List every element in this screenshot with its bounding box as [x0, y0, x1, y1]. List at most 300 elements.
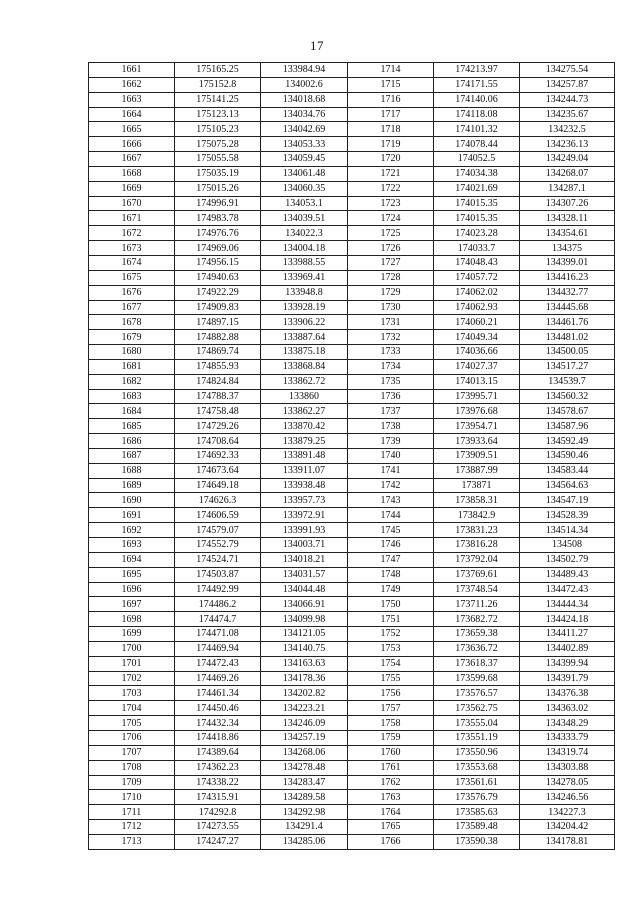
x-coordinate-left: 175152.8	[175, 77, 261, 92]
table-row	[89, 775, 615, 790]
table-row	[89, 300, 615, 315]
x-coordinate-left: 174315.91	[175, 790, 261, 805]
x-coordinate-left: 174708.64	[175, 434, 261, 449]
y-coordinate-right: 134268.07	[520, 166, 615, 181]
y-coordinate-left: 133906.22	[261, 315, 348, 330]
x-coordinate-right: 174118.08	[434, 107, 520, 122]
x-coordinate-left: 174897.15	[175, 315, 261, 330]
x-coordinate-right: 173590.38	[434, 834, 520, 849]
point-number-left: 1683	[89, 389, 175, 404]
y-coordinate-right: 134204.42	[520, 820, 615, 835]
point-number-right: 1751	[348, 612, 434, 627]
point-number-left: 1671	[89, 211, 175, 226]
point-number-right: 1759	[348, 730, 434, 745]
y-coordinate-left: 134140.75	[261, 641, 348, 656]
point-number-right: 1758	[348, 716, 434, 731]
point-number-right: 1740	[348, 448, 434, 463]
x-coordinate-left: 175141.25	[175, 92, 261, 107]
table-row	[89, 834, 615, 849]
x-coordinate-left: 174524.71	[175, 552, 261, 567]
table-row	[89, 92, 615, 107]
x-coordinate-left: 174983.78	[175, 211, 261, 226]
point-number-right: 1732	[348, 330, 434, 345]
x-coordinate-right: 173561.61	[434, 775, 520, 790]
y-coordinate-left: 134223.21	[261, 701, 348, 716]
x-coordinate-right: 173995.71	[434, 389, 520, 404]
point-number-right: 1763	[348, 790, 434, 805]
point-number-right: 1725	[348, 226, 434, 241]
y-coordinate-right: 134354.61	[520, 226, 615, 241]
y-coordinate-right: 134227.3	[520, 805, 615, 820]
y-coordinate-left: 134022.3	[261, 226, 348, 241]
coordinates-table	[88, 62, 615, 850]
y-coordinate-right: 134424.18	[520, 612, 615, 627]
y-coordinate-left: 134121.05	[261, 627, 348, 642]
x-coordinate-right: 174027.37	[434, 359, 520, 374]
table-row	[89, 552, 615, 567]
point-number-left: 1692	[89, 523, 175, 538]
table-row	[89, 656, 615, 671]
table-row	[89, 152, 615, 167]
y-coordinate-left: 134268.06	[261, 745, 348, 760]
point-number-left: 1706	[89, 730, 175, 745]
point-number-right: 1748	[348, 567, 434, 582]
y-coordinate-left: 134018.21	[261, 552, 348, 567]
y-coordinate-right: 134583.44	[520, 463, 615, 478]
x-coordinate-right: 174049.34	[434, 330, 520, 345]
x-coordinate-left: 175055.58	[175, 152, 261, 167]
y-coordinate-left: 134163.63	[261, 656, 348, 671]
x-coordinate-left: 174450.46	[175, 701, 261, 716]
y-coordinate-right: 134578.67	[520, 404, 615, 419]
x-coordinate-left: 174922.29	[175, 285, 261, 300]
x-coordinate-left: 174996.91	[175, 196, 261, 211]
point-number-right: 1719	[348, 137, 434, 152]
x-coordinate-right: 174062.02	[434, 285, 520, 300]
y-coordinate-right: 134445.68	[520, 300, 615, 315]
x-coordinate-left: 174273.55	[175, 820, 261, 835]
table-row	[89, 434, 615, 449]
point-number-right: 1743	[348, 493, 434, 508]
y-coordinate-left: 134060.35	[261, 181, 348, 196]
x-coordinate-left: 175075.28	[175, 137, 261, 152]
table-row	[89, 582, 615, 597]
point-number-left: 1687	[89, 448, 175, 463]
point-number-right: 1745	[348, 523, 434, 538]
y-coordinate-left: 134042.69	[261, 122, 348, 137]
point-number-right: 1735	[348, 374, 434, 389]
y-coordinate-left: 133972.91	[261, 508, 348, 523]
y-coordinate-right: 134278.05	[520, 775, 615, 790]
point-number-right: 1761	[348, 760, 434, 775]
point-number-left: 1700	[89, 641, 175, 656]
y-coordinate-left: 134291.4	[261, 820, 348, 835]
point-number-left: 1698	[89, 612, 175, 627]
x-coordinate-right: 174021.69	[434, 181, 520, 196]
point-number-left: 1668	[89, 166, 175, 181]
table-row	[89, 404, 615, 419]
point-number-right: 1717	[348, 107, 434, 122]
x-coordinate-left: 174579.07	[175, 523, 261, 538]
y-coordinate-right: 134399.94	[520, 656, 615, 671]
y-coordinate-right: 134328.11	[520, 211, 615, 226]
point-number-right: 1729	[348, 285, 434, 300]
y-coordinate-left: 133887.64	[261, 330, 348, 345]
table-row	[89, 107, 615, 122]
table-row	[89, 745, 615, 760]
x-coordinate-left: 174940.63	[175, 270, 261, 285]
point-number-right: 1738	[348, 419, 434, 434]
y-coordinate-right: 134244.73	[520, 92, 615, 107]
table-row	[89, 63, 615, 78]
x-coordinate-right: 173842.9	[434, 508, 520, 523]
table-row	[89, 523, 615, 538]
table-row	[89, 716, 615, 731]
x-coordinate-right: 174171.55	[434, 77, 520, 92]
x-coordinate-left: 174418.86	[175, 730, 261, 745]
x-coordinate-left: 174469.94	[175, 641, 261, 656]
point-number-left: 1701	[89, 656, 175, 671]
table-row	[89, 122, 615, 137]
point-number-right: 1766	[348, 834, 434, 849]
x-coordinate-left: 174432.34	[175, 716, 261, 731]
y-coordinate-left: 133860	[261, 389, 348, 404]
x-coordinate-left: 175015.26	[175, 181, 261, 196]
y-coordinate-right: 134514.34	[520, 523, 615, 538]
x-coordinate-right: 173711.26	[434, 597, 520, 612]
x-coordinate-right: 174033.7	[434, 241, 520, 256]
y-coordinate-left: 134004.18	[261, 241, 348, 256]
x-coordinate-right: 173933.64	[434, 434, 520, 449]
point-number-left: 1711	[89, 805, 175, 820]
point-number-left: 1694	[89, 552, 175, 567]
table-row	[89, 790, 615, 805]
point-number-left: 1696	[89, 582, 175, 597]
x-coordinate-right: 173976.68	[434, 404, 520, 419]
y-coordinate-right: 134411.27	[520, 627, 615, 642]
point-number-right: 1753	[348, 641, 434, 656]
y-coordinate-right: 134560.32	[520, 389, 615, 404]
y-coordinate-left: 133991.93	[261, 523, 348, 538]
y-coordinate-left: 134283.47	[261, 775, 348, 790]
table-row	[89, 701, 615, 716]
x-coordinate-left: 174729.26	[175, 419, 261, 434]
point-number-right: 1764	[348, 805, 434, 820]
table-row	[89, 285, 615, 300]
y-coordinate-right: 134564.63	[520, 478, 615, 493]
x-coordinate-right: 173585.63	[434, 805, 520, 820]
point-number-right: 1728	[348, 270, 434, 285]
x-coordinate-left: 174673.64	[175, 463, 261, 478]
x-coordinate-left: 174472.43	[175, 656, 261, 671]
x-coordinate-left: 174969.06	[175, 241, 261, 256]
x-coordinate-right: 174101.32	[434, 122, 520, 137]
x-coordinate-left: 174486.2	[175, 597, 261, 612]
y-coordinate-left: 134053.33	[261, 137, 348, 152]
y-coordinate-left: 133984.94	[261, 63, 348, 78]
point-number-right: 1733	[348, 345, 434, 360]
y-coordinate-right: 134500.05	[520, 345, 615, 360]
x-coordinate-left: 174869.74	[175, 345, 261, 360]
point-number-left: 1669	[89, 181, 175, 196]
y-coordinate-right: 134236.13	[520, 137, 615, 152]
x-coordinate-left: 175105.23	[175, 122, 261, 137]
table-row	[89, 493, 615, 508]
y-coordinate-right: 134444.34	[520, 597, 615, 612]
y-coordinate-right: 134348.29	[520, 716, 615, 731]
x-coordinate-left: 174758.48	[175, 404, 261, 419]
x-coordinate-right: 173871	[434, 478, 520, 493]
table-row	[89, 345, 615, 360]
y-coordinate-left: 134285.06	[261, 834, 348, 849]
y-coordinate-left: 133928.19	[261, 300, 348, 315]
point-number-right: 1760	[348, 745, 434, 760]
x-coordinate-left: 174626.3	[175, 493, 261, 508]
x-coordinate-left: 174692.33	[175, 448, 261, 463]
y-coordinate-left: 133891.48	[261, 448, 348, 463]
x-coordinate-right: 173562.75	[434, 701, 520, 716]
y-coordinate-left: 133988.55	[261, 255, 348, 270]
x-coordinate-right: 173816.28	[434, 538, 520, 553]
x-coordinate-left: 174492.99	[175, 582, 261, 597]
y-coordinate-right: 134592.49	[520, 434, 615, 449]
x-coordinate-right: 173909.51	[434, 448, 520, 463]
point-number-right: 1714	[348, 63, 434, 78]
point-number-left: 1676	[89, 285, 175, 300]
y-coordinate-right: 134517.27	[520, 359, 615, 374]
point-number-right: 1720	[348, 152, 434, 167]
y-coordinate-left: 134003.71	[261, 538, 348, 553]
x-coordinate-left: 174362.23	[175, 760, 261, 775]
y-coordinate-left: 133875.18	[261, 345, 348, 360]
y-coordinate-right: 134402.89	[520, 641, 615, 656]
table-row	[89, 641, 615, 656]
table-row	[89, 686, 615, 701]
x-coordinate-left: 174474.7	[175, 612, 261, 627]
y-coordinate-left: 134053.1	[261, 196, 348, 211]
point-number-right: 1736	[348, 389, 434, 404]
x-coordinate-left: 174606.59	[175, 508, 261, 523]
table-row	[89, 374, 615, 389]
table-row	[89, 389, 615, 404]
table-row	[89, 463, 615, 478]
y-coordinate-right: 134416.23	[520, 270, 615, 285]
point-number-right: 1749	[348, 582, 434, 597]
y-coordinate-left: 134178.36	[261, 671, 348, 686]
x-coordinate-left: 174503.87	[175, 567, 261, 582]
x-coordinate-left: 174469.26	[175, 671, 261, 686]
y-coordinate-left: 134059.45	[261, 152, 348, 167]
x-coordinate-left: 174788.37	[175, 389, 261, 404]
x-coordinate-left: 174461.34	[175, 686, 261, 701]
x-coordinate-right: 173748.54	[434, 582, 520, 597]
y-coordinate-left: 134061.48	[261, 166, 348, 181]
point-number-left: 1690	[89, 493, 175, 508]
point-number-left: 1693	[89, 538, 175, 553]
y-coordinate-right: 134303.88	[520, 760, 615, 775]
point-number-right: 1762	[348, 775, 434, 790]
coordinates-table-body	[89, 63, 615, 850]
point-number-left: 1702	[89, 671, 175, 686]
table-row	[89, 730, 615, 745]
y-coordinate-right: 134547.19	[520, 493, 615, 508]
point-number-left: 1678	[89, 315, 175, 330]
point-number-right: 1718	[348, 122, 434, 137]
point-number-right: 1756	[348, 686, 434, 701]
x-coordinate-right: 174048.43	[434, 255, 520, 270]
x-coordinate-right: 174140.06	[434, 92, 520, 107]
x-coordinate-right: 173555.04	[434, 716, 520, 731]
point-number-left: 1679	[89, 330, 175, 345]
y-coordinate-right: 134246.56	[520, 790, 615, 805]
table-row	[89, 359, 615, 374]
point-number-right: 1741	[348, 463, 434, 478]
y-coordinate-right: 134502.79	[520, 552, 615, 567]
point-number-left: 1705	[89, 716, 175, 731]
x-coordinate-left: 174552.79	[175, 538, 261, 553]
point-number-left: 1667	[89, 152, 175, 167]
point-number-left: 1685	[89, 419, 175, 434]
y-coordinate-left: 133957.73	[261, 493, 348, 508]
point-number-left: 1707	[89, 745, 175, 760]
y-coordinate-left: 133862.72	[261, 374, 348, 389]
y-coordinate-right: 134528.39	[520, 508, 615, 523]
point-number-left: 1684	[89, 404, 175, 419]
point-number-left: 1681	[89, 359, 175, 374]
y-coordinate-right: 134590.46	[520, 448, 615, 463]
point-number-left: 1704	[89, 701, 175, 716]
point-number-right: 1747	[348, 552, 434, 567]
y-coordinate-left: 134039.51	[261, 211, 348, 226]
x-coordinate-right: 174060.21	[434, 315, 520, 330]
point-number-right: 1757	[348, 701, 434, 716]
x-coordinate-right: 173769.61	[434, 567, 520, 582]
point-number-right: 1723	[348, 196, 434, 211]
table-row	[89, 760, 615, 775]
y-coordinate-right: 134333.79	[520, 730, 615, 745]
y-coordinate-right: 134307.26	[520, 196, 615, 211]
x-coordinate-right: 173550.96	[434, 745, 520, 760]
x-coordinate-right: 173553.68	[434, 760, 520, 775]
y-coordinate-left: 134018.68	[261, 92, 348, 107]
y-coordinate-right: 134257.87	[520, 77, 615, 92]
y-coordinate-left: 134278.48	[261, 760, 348, 775]
point-number-left: 1688	[89, 463, 175, 478]
point-number-left: 1670	[89, 196, 175, 211]
x-coordinate-right: 173858.31	[434, 493, 520, 508]
x-coordinate-right: 173599.68	[434, 671, 520, 686]
x-coordinate-right: 174036.66	[434, 345, 520, 360]
point-number-left: 1703	[89, 686, 175, 701]
y-coordinate-right: 134249.04	[520, 152, 615, 167]
y-coordinate-right: 134178.81	[520, 834, 615, 849]
y-coordinate-right: 134472.43	[520, 582, 615, 597]
point-number-right: 1752	[348, 627, 434, 642]
x-coordinate-left: 174956.15	[175, 255, 261, 270]
table-row	[89, 330, 615, 345]
x-coordinate-right: 173682.72	[434, 612, 520, 627]
x-coordinate-right: 173887.99	[434, 463, 520, 478]
y-coordinate-left: 134257.19	[261, 730, 348, 745]
point-number-left: 1710	[89, 790, 175, 805]
point-number-left: 1697	[89, 597, 175, 612]
y-coordinate-left: 133868.84	[261, 359, 348, 374]
y-coordinate-left: 134034.76	[261, 107, 348, 122]
table-row	[89, 137, 615, 152]
point-number-left: 1665	[89, 122, 175, 137]
x-coordinate-right: 174023.28	[434, 226, 520, 241]
x-coordinate-right: 173831.23	[434, 523, 520, 538]
y-coordinate-left: 134031.57	[261, 567, 348, 582]
y-coordinate-left: 134246.09	[261, 716, 348, 731]
table-row	[89, 478, 615, 493]
point-number-left: 1673	[89, 241, 175, 256]
point-number-left: 1695	[89, 567, 175, 582]
x-coordinate-left: 175165.25	[175, 63, 261, 78]
table-row	[89, 567, 615, 582]
y-coordinate-right: 134363.02	[520, 701, 615, 716]
y-coordinate-right: 134399.01	[520, 255, 615, 270]
table-row	[89, 538, 615, 553]
point-number-left: 1674	[89, 255, 175, 270]
point-number-left: 1713	[89, 834, 175, 849]
table-row	[89, 805, 615, 820]
x-coordinate-left: 174471.08	[175, 627, 261, 642]
y-coordinate-left: 134202.82	[261, 686, 348, 701]
y-coordinate-right: 134391.79	[520, 671, 615, 686]
x-coordinate-right: 173636.72	[434, 641, 520, 656]
table-row	[89, 627, 615, 642]
x-coordinate-right: 174062.93	[434, 300, 520, 315]
x-coordinate-left: 174292.8	[175, 805, 261, 820]
point-number-left: 1662	[89, 77, 175, 92]
point-number-left: 1689	[89, 478, 175, 493]
table-row	[89, 508, 615, 523]
x-coordinate-right: 174057.72	[434, 270, 520, 285]
y-coordinate-right: 134587.96	[520, 419, 615, 434]
x-coordinate-right: 174213.97	[434, 63, 520, 78]
table-row	[89, 77, 615, 92]
table-row	[89, 315, 615, 330]
point-number-left: 1708	[89, 760, 175, 775]
x-coordinate-left: 175123.13	[175, 107, 261, 122]
table-row	[89, 181, 615, 196]
y-coordinate-right: 134235.67	[520, 107, 615, 122]
point-number-right: 1754	[348, 656, 434, 671]
y-coordinate-right: 134375	[520, 241, 615, 256]
point-number-left: 1712	[89, 820, 175, 835]
x-coordinate-left: 174389.64	[175, 745, 261, 760]
x-coordinate-right: 174015.35	[434, 196, 520, 211]
y-coordinate-right: 134432.77	[520, 285, 615, 300]
table-row	[89, 419, 615, 434]
x-coordinate-right: 173954.71	[434, 419, 520, 434]
point-number-left: 1661	[89, 63, 175, 78]
x-coordinate-left: 174649.18	[175, 478, 261, 493]
table-row	[89, 597, 615, 612]
y-coordinate-left: 133969.41	[261, 270, 348, 285]
table-row	[89, 196, 615, 211]
table-row	[89, 820, 615, 835]
x-coordinate-right: 173618.37	[434, 656, 520, 671]
point-number-right: 1746	[348, 538, 434, 553]
x-coordinate-right: 173576.57	[434, 686, 520, 701]
point-number-right: 1727	[348, 255, 434, 270]
point-number-right: 1726	[348, 241, 434, 256]
y-coordinate-right: 134539.7	[520, 374, 615, 389]
x-coordinate-left: 174882.88	[175, 330, 261, 345]
y-coordinate-right: 134275.54	[520, 63, 615, 78]
